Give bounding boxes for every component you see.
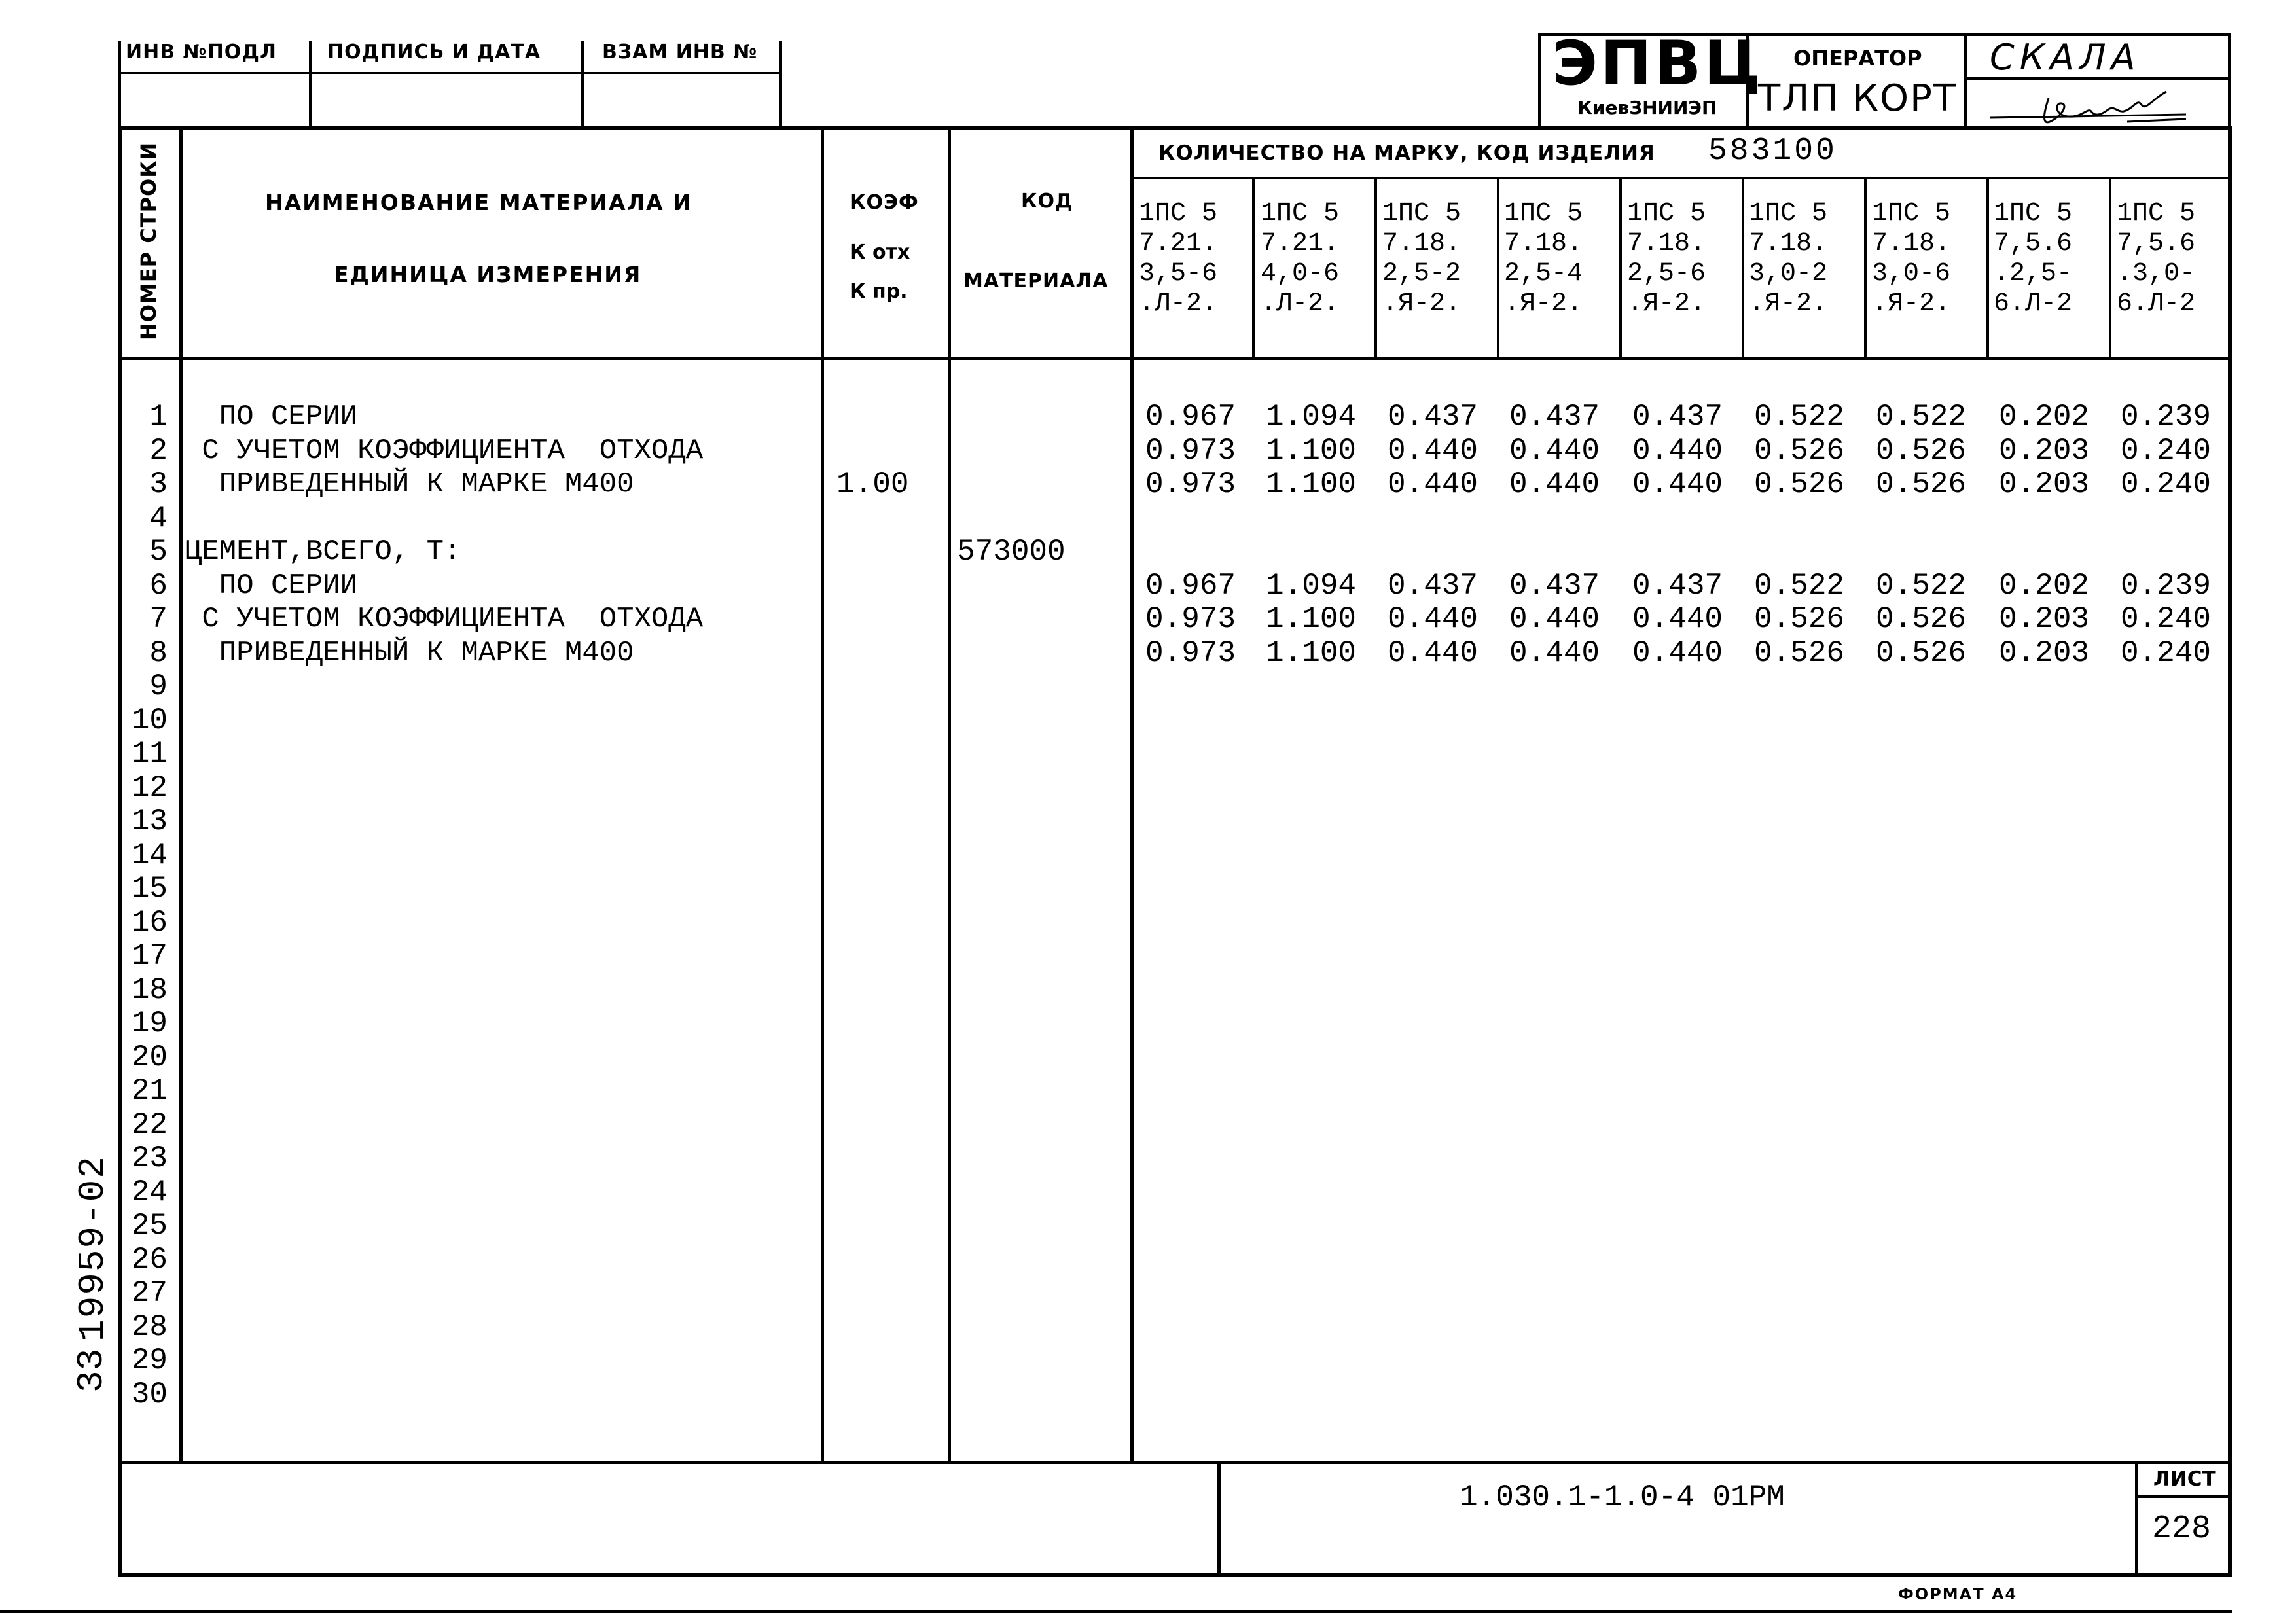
quantity-cell: 0.440 — [1388, 433, 1479, 468]
quantity-cell: 0.239 — [2121, 400, 2212, 434]
quantity-cell: 0.437 — [1388, 568, 1479, 603]
stamp-podpis-data: ПОДПИСЬ И ДАТА — [327, 41, 541, 63]
mark-header-6: 1ПС 5 7.18. 3,0-2 .Я-2. — [1749, 199, 1828, 319]
row-number: 15 — [131, 872, 168, 906]
quantity-cell: 0.967 — [1145, 400, 1236, 434]
quantity-cell: 0.202 — [1999, 568, 2090, 603]
org-name: ЭПВЦ — [1552, 28, 1764, 99]
row-number: 9 — [149, 669, 168, 704]
org-subname: КиевЗНИИЭП — [1577, 97, 1717, 118]
quantity-cell: 0.440 — [1388, 602, 1479, 636]
row-number: 28 — [131, 1310, 168, 1344]
name-header-line2: ЕДИНИЦА ИЗМЕРЕНИЯ — [334, 262, 642, 287]
row-number: 27 — [131, 1276, 168, 1310]
material-name: С УЧЕТОМ КОЭФФИЦИЕНТА ОТХОДА — [185, 603, 704, 635]
quantity-cell: 0.240 — [2121, 433, 2212, 468]
material-name: ЦЕМЕНТ,ВСЕГО, Т: — [185, 535, 461, 568]
row-number: 4 — [149, 501, 168, 535]
quantity-cell: 0.203 — [1999, 635, 2090, 670]
quantity-cell: 0.202 — [1999, 400, 2090, 434]
product-code: 583100 — [1708, 134, 1837, 169]
quantity-cell: 0.973 — [1145, 635, 1236, 670]
quantity-cell: 0.440 — [1509, 635, 1600, 670]
material-name: ПО СЕРИИ — [185, 401, 358, 433]
sheet-number: 228 — [2152, 1510, 2212, 1548]
row-number: 17 — [131, 939, 168, 973]
quantity-cell: 0.522 — [1876, 568, 1967, 603]
quantity-cell: 0.440 — [1632, 635, 1723, 670]
page-index: 33 — [71, 1348, 113, 1393]
row-number: 3 — [149, 467, 168, 501]
quantity-cell: 0.437 — [1632, 568, 1723, 603]
quantity-cell: 0.440 — [1632, 433, 1723, 468]
sheet-label: ЛИСТ — [2153, 1467, 2216, 1491]
koef-header-line1: КОЭФ — [850, 191, 919, 214]
quantity-cell: 1.094 — [1266, 568, 1357, 603]
row-number: 8 — [149, 635, 168, 670]
row-number: 22 — [131, 1107, 168, 1142]
quantity-cell: 0.522 — [1754, 568, 1845, 603]
row-number: 16 — [131, 905, 168, 940]
quantity-cell: 0.526 — [1876, 433, 1967, 468]
quantity-cell: 0.240 — [2121, 602, 2212, 636]
name-header-line1: НАИМЕНОВАНИЕ МАТЕРИАЛА И — [265, 190, 692, 215]
material-name: ПРИВЕДЕННЫЙ К МАРКЕ М400 — [185, 468, 634, 501]
mark-header-7: 1ПС 5 7.18. 3,0-6 .Я-2. — [1872, 199, 1951, 319]
kod-header-line1: КОД — [1021, 190, 1073, 213]
koef-header-line3: К пр. — [850, 280, 908, 303]
quantity-cell: 0.522 — [1876, 400, 1967, 434]
mark-header-1: 1ПС 5 7.21. 3,5-6 .Л-2. — [1139, 199, 1218, 319]
row-number: 2 — [149, 433, 168, 468]
stamp-inv-podl: ИНВ №ПОДЛ — [126, 41, 277, 63]
quantity-cell: 1.100 — [1266, 635, 1357, 670]
row-number: 18 — [131, 972, 168, 1007]
row-number: 1 — [149, 400, 168, 434]
mark-header-3: 1ПС 5 7.18. 2,5-2 .Я-2. — [1382, 199, 1462, 319]
row-number: 7 — [149, 602, 168, 636]
quantity-cell: 0.440 — [1388, 635, 1479, 670]
quantity-cell: 0.973 — [1145, 433, 1236, 468]
operator-value: ТЛП КОРТ — [1758, 77, 1958, 120]
row-number-header: НОМЕР СТРОКИ — [136, 141, 161, 340]
quantity-cell: 1.100 — [1266, 467, 1357, 501]
koef-header-line2: К отх — [850, 241, 910, 264]
system-name: СКАЛА — [1990, 37, 2141, 78]
material-name: С УЧЕТОМ КОЭФФИЦИЕНТА ОТХОДА — [185, 434, 704, 467]
mark-header-5: 1ПС 5 7.18. 2,5-6 .Я-2. — [1627, 199, 1706, 319]
quantity-cell: 0.973 — [1145, 602, 1236, 636]
quantity-cell: 0.526 — [1876, 467, 1967, 501]
stamp-vzam-inv: ВЗАМ ИНВ № — [602, 41, 758, 63]
row-number: 29 — [131, 1344, 168, 1378]
quantity-cell: 0.203 — [1999, 602, 2090, 636]
quantity-cell: 0.526 — [1754, 433, 1845, 468]
quantity-cell: 1.094 — [1266, 400, 1357, 434]
row-number: 14 — [131, 838, 168, 872]
row-number: 13 — [131, 804, 168, 838]
quantity-cell: 0.203 — [1999, 467, 2090, 501]
quantity-cell: 0.526 — [1754, 467, 1845, 501]
row-number: 26 — [131, 1242, 168, 1277]
signature-mark — [1970, 79, 2225, 131]
koef-value: 1.00 — [836, 467, 909, 501]
mark-header-8: 1ПС 5 7,5.6 .2,5- 6.Л-2 — [1994, 199, 2073, 319]
material-name: ПО СЕРИИ — [185, 569, 358, 602]
quantity-cell: 0.440 — [1509, 602, 1600, 636]
quantity-cell: 0.440 — [1632, 467, 1723, 501]
mark-header-4: 1ПС 5 7.18. 2,5-4 .Я-2. — [1504, 199, 1583, 319]
material-code: 573000 — [957, 535, 1066, 569]
quantity-cell: 0.440 — [1632, 602, 1723, 636]
quantity-cell: 0.526 — [1754, 602, 1845, 636]
quantity-cell: 0.440 — [1509, 433, 1600, 468]
quantity-cell: 0.437 — [1509, 400, 1600, 434]
row-number: 24 — [131, 1175, 168, 1209]
operator-label: ОПЕРАТОР — [1793, 46, 1922, 71]
archive-number: 19959-02 — [72, 1155, 114, 1342]
document-code: 1.030.1-1.0-4 01РМ — [1460, 1480, 1785, 1514]
material-name: ПРИВЕДЕННЫЙ К МАРКЕ М400 — [185, 636, 634, 669]
quantity-cell: 1.100 — [1266, 602, 1357, 636]
format-label: ФОРМАТ А4 — [1898, 1585, 2018, 1603]
quantity-cell: 0.973 — [1145, 467, 1236, 501]
kod-header-line2: МАТЕРИАЛА — [963, 270, 1109, 293]
quantity-cell: 0.437 — [1388, 400, 1479, 434]
quantity-cell: 0.240 — [2121, 467, 2212, 501]
mark-header-2: 1ПС 5 7.21. 4,0-6 .Л-2. — [1261, 199, 1340, 319]
quantity-cell: 1.100 — [1266, 433, 1357, 468]
row-number: 21 — [131, 1074, 168, 1108]
row-number: 20 — [131, 1040, 168, 1075]
quantity-cell: 0.437 — [1509, 568, 1600, 603]
quantity-cell: 0.967 — [1145, 568, 1236, 603]
quantity-cell: 0.240 — [2121, 635, 2212, 670]
row-number: 6 — [149, 568, 168, 603]
quantity-cell: 0.440 — [1509, 467, 1600, 501]
row-number: 19 — [131, 1007, 168, 1041]
quantity-cell: 0.526 — [1876, 635, 1967, 670]
quantity-cell: 0.522 — [1754, 400, 1845, 434]
quantity-cell: 0.526 — [1876, 602, 1967, 636]
quantity-cell: 0.437 — [1632, 400, 1723, 434]
row-number: 23 — [131, 1141, 168, 1175]
row-number: 5 — [149, 535, 168, 569]
quantity-cell: 0.526 — [1754, 635, 1845, 670]
row-number: 30 — [131, 1377, 168, 1412]
mark-header-9: 1ПС 5 7,5.6 .3,0- 6.Л-2 — [2117, 199, 2196, 319]
row-number: 25 — [131, 1209, 168, 1243]
row-number: 10 — [131, 703, 168, 738]
quantity-cell: 0.440 — [1388, 467, 1479, 501]
quantity-cell: 0.203 — [1999, 433, 2090, 468]
quantity-cell: 0.239 — [2121, 568, 2212, 603]
qty-header-label: КОЛИЧЕСТВО НА МАРКУ, КОД ИЗДЕЛИЯ — [1158, 141, 1655, 165]
row-number: 12 — [131, 770, 168, 805]
row-number: 11 — [131, 737, 168, 771]
